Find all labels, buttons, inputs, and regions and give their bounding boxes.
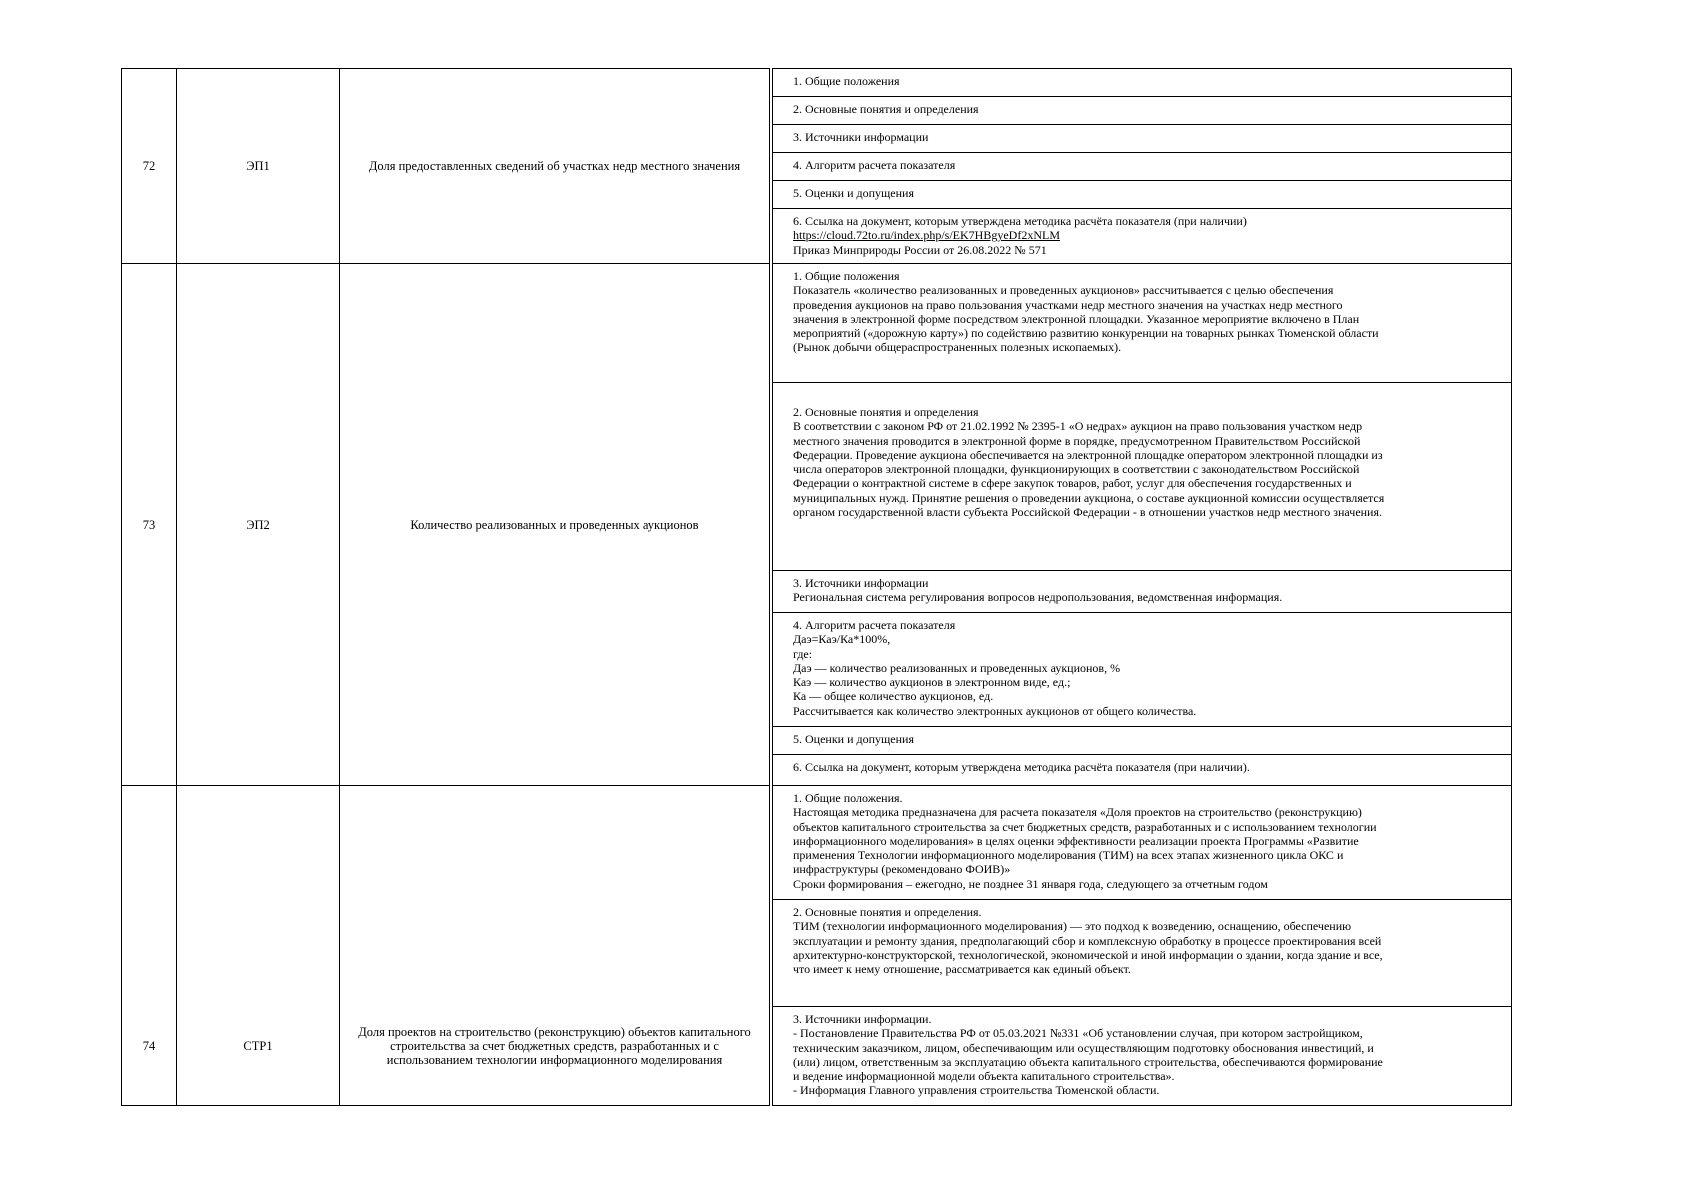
section-title: 4. Алгоритм расчета показателя [793, 158, 956, 172]
methodology-sections [773, 786, 1511, 1105]
indicators-table-page [121, 68, 1511, 1106]
section-line: инфраструктуры (рекомендовано ФОИВ)» [793, 862, 1011, 877]
indicator-code: СТР1 [177, 786, 340, 1106]
formula-line: Каэ — количество аукционов в электронном виде, ед.; [793, 675, 1071, 690]
section-line: (или) лицом, ответственным за эксплуатацию объекта капитального строительства, обеспечиваются формирование [793, 1054, 1383, 1069]
indicator-name [340, 69, 770, 264]
section-row [773, 97, 1511, 125]
section-line: ТИМ (технологии информационного моделирования) — это подход к возведению, оснащению, обеспечению [793, 919, 1352, 934]
section-line: техническим заказчиком, лицом, обеспечивающим или осуществляющим подготовку обоснования инвестиций, и [793, 1040, 1374, 1055]
indicator-code: ЭП2 [177, 264, 340, 786]
indicator-name [340, 264, 770, 786]
section-line: Показатель «количество реализованных и проведенных аукционов» рассчитывается с целью обеспечения [793, 283, 1334, 298]
section-row [773, 1007, 1511, 1106]
section-line: информационного моделирования» в целях оценки эффективности реализации проекта Программы «Развитие [793, 833, 1359, 848]
section-line: В соответствии с законом РФ от 21.02.1992 № 2395-1 «О недрах» аукцион на право пользования участком недр [793, 419, 1363, 434]
section-title: 6. Ссылка на документ, которым утверждена методика расчёта показателя (при наличии) [793, 214, 1247, 228]
table-row [122, 69, 1512, 264]
methodology-cell [773, 264, 1512, 786]
section-line: и ведение информационной модели объекта капитального строительства». [793, 1069, 1175, 1084]
indicator-name-text: Доля предоставленных сведений об участках недр местного значения [368, 159, 741, 173]
section-row [773, 755, 1511, 783]
section-row [773, 571, 1511, 613]
section-row [773, 181, 1511, 209]
methodology-sections [773, 264, 1511, 782]
table-row [122, 786, 1512, 1106]
section-title: 5. Оценки и допущения [793, 732, 914, 746]
section-line: Федерации. Проведение аукциона обеспечивается на электронной площадке оператором электронной площадки из [793, 447, 1383, 462]
formula-line: Рассчитывается как количество электронных аукционов от общего количества. [793, 703, 1197, 718]
section-line: что имеет к нему отношение, рассматривается как единый объект. [793, 962, 1131, 977]
indicator-name-text: Количество реализованных и проведенных аукционов [410, 517, 699, 532]
indicator-name-text: Доля проектов на строительство (реконструкцию) объектов капитального строительства за счет бюджетных средств, разработанных и с использованием технологии информационного моделирования [358, 1024, 751, 1067]
formula-line: где: [793, 646, 813, 661]
section-title: 3. Источники информации. [793, 1012, 932, 1026]
methodology-cell [773, 69, 1512, 264]
section-row [773, 209, 1511, 262]
section-line: муниципальных нужд. Принятие решения о проведении аукциона, о составе аукционной комиссии осуществляется [793, 490, 1385, 505]
row-number: 73 [122, 264, 177, 786]
methodology-link[interactable]: https://cloud.72to.ru/index.php/s/EK7HBgyeDf2xNLM [793, 228, 1060, 243]
section-row [773, 153, 1511, 181]
section-row [773, 125, 1511, 153]
section-title: 1. Общие положения [793, 269, 900, 283]
methodology-cell [773, 786, 1512, 1106]
section-line: Сроки формирования – ежегодно, не позднее 31 января года, следующего за отчетным годом [793, 876, 1268, 891]
section-row [773, 383, 1511, 571]
indicators-table [121, 68, 1512, 1106]
section-title: 2. Основные понятия и определения [793, 102, 979, 116]
section-line: местного значения проводится в электронной форме в порядке, предусмотренном Правительством Российской [793, 433, 1361, 448]
section-title: 2. Основные понятия и определения. [793, 905, 982, 919]
formula-line: Ка — общее количество аукционов, ед. [793, 689, 994, 704]
section-line: эксплуатации и ремонту здания, предполагающий сбор и комплексную обработку в процессе проектирования всей [793, 933, 1382, 948]
section-line: применения Технологии информационного моделирования (ТИМ) на всех этапах жизненного цикла ОКС и [793, 848, 1344, 863]
section-title: 3. Источники информации [793, 576, 929, 590]
section-line: Региональная система регулирования вопросов недропользования, ведомственная информация. [793, 590, 1283, 605]
section-line: Настоящая методика предназначена для расчета показателя «Доля проектов на строительство (реконструкцию) [793, 805, 1362, 820]
section-title: 5. Оценки и допущения [793, 186, 914, 200]
row-number: 72 [122, 69, 177, 264]
section-line: Федерации о контрактной системе в сфере закупок товаров, работ, услуг для обеспечения государственных и [793, 476, 1352, 491]
section-line: мероприятий («дорожную карту») по содействию развитию конкуренции на товарных рынках Тюменской области [793, 326, 1379, 341]
formula-line: Даэ=Каэ/Ка*100%, [793, 632, 891, 647]
section-title: 4. Алгоритм расчета показателя [793, 618, 956, 632]
row-number: 74 [122, 786, 177, 1106]
section-line: проведения аукционов на право пользования участками недр местного значения на участках недр местного [793, 297, 1343, 312]
indicator-name [340, 786, 770, 1106]
section-row [773, 613, 1511, 727]
table-row [122, 264, 1512, 786]
section-row [773, 900, 1511, 1007]
section-text: Приказ Минприроды России от 26.08.2022 № 571 [793, 242, 1047, 257]
section-title: 1. Общие положения [793, 74, 900, 88]
section-title: 3. Источники информации [793, 130, 929, 144]
section-line: объектов капитального строительства за счет бюджетных средств, разработанных и с использованием технологии [793, 819, 1377, 834]
section-row [773, 786, 1511, 900]
methodology-sections [773, 69, 1511, 262]
section-line: органом государственной власти субъекта Российской Федерации - в отношении участков недр местного значения. [793, 505, 1383, 520]
indicator-code: ЭП1 [177, 69, 340, 264]
section-title: 1. Общие положения. [793, 791, 903, 805]
section-row [773, 264, 1511, 383]
section-line: числа операторов электронной площадки, функционирующих в соответствии с законодательством Российской [793, 462, 1360, 477]
section-line: - Информация Главного управления строительства Тюменской области. [793, 1083, 1160, 1098]
section-row [773, 727, 1511, 755]
section-title: 6. Ссылка на документ, которым утверждена методика расчёта показателя (при наличии). [793, 760, 1250, 774]
section-line: архитектурно-конструкторской, технологической, экономической и иной информации о здании, когда здание и все, [793, 947, 1383, 962]
formula-line: Даэ — количество реализованных и проведенных аукционов, % [793, 660, 1121, 675]
section-title: 2. Основные понятия и определения [793, 405, 979, 419]
section-line: (Рынок добычи общераспространенных полезных ископаемых). [793, 340, 1122, 355]
section-line: значения в электронной форме посредством электронной площадки. Указанное мероприятие включено в План [793, 311, 1360, 326]
section-line: - Постановление Правительства РФ от 05.03.2021 №331 «Об установлении случая, при котором застройщиком, [793, 1026, 1363, 1041]
section-row [773, 69, 1511, 97]
